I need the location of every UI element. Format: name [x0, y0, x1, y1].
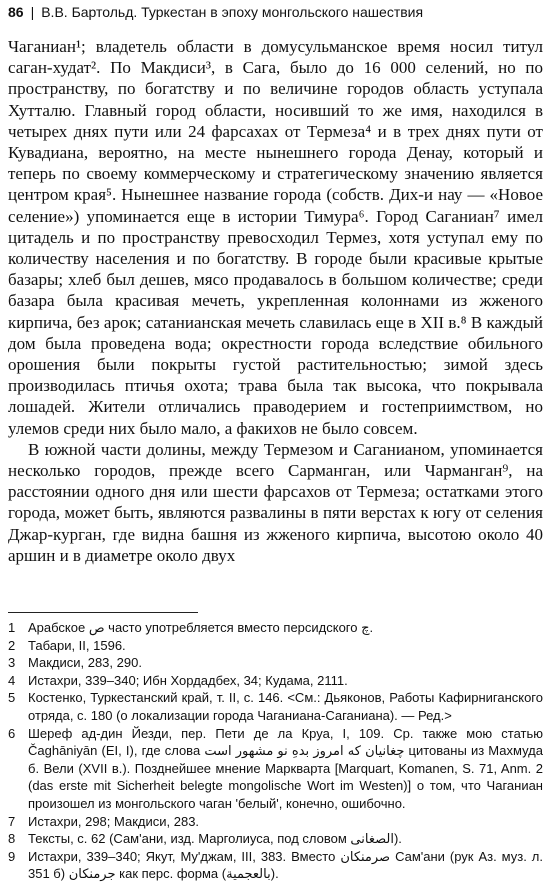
footnote-text: Шереф ад-дин Йезди, пер. Пети де ла Круа, I, 109. Ср. также мою статью Čaghāniyān (EI, I), где слова چغانیان که امروز بدهِ نو مشهور است цитованы из Махмуда б. Вели (XVII в.). Позднейшее мнение Маркварта [Marquart, Komanen, S. 71, Anm. 2 (das erste mit Sicherheit belegte mongolische Wort im Westen)] о том, что Чаганиан произошел из монгольского чаган 'белый', конечно, ошибочно. [28, 725, 543, 811]
footnote [8, 619, 543, 637]
footnote-number: 3 [8, 655, 16, 671]
paragraph-2: В южной части долины, между Термезом и Саганианом, упоминается несколько городов, прежде всего Сарманган, или Чарманган⁹, на расстоянии одного дня или шести фарсахов от Термеза; остатками этого города, может быть, являются развалины в пяти верстах к югу от селения Джар-курган, где видна башня из жженого кирпича, высотою около 40 аршин и в диаметре около двух [8, 439, 543, 565]
footnote-number: 4 [8, 672, 16, 688]
footnote-text: Истахри, 298; Макдиси, 283. [28, 813, 200, 829]
paragraph-1: Чаганиан¹; владетель области в домусульманское время носил титул саган-худат². По Макдиси³, в Сага, было до 16 000 селений, но по пространству, по богатству и по величине городов область уступала Хутталю. Главный город области, носивший то же имя, находился в четырех днях пути или 24 фарсахах от Термеза⁴ и в трех днях пути от Кувадиана, вероятно, на месте нынешнего города Денау, который и теперь по своему коммерческому и стратегическому значению является центром края⁵. Нынешнее название города (собств. Дих-и нау — «Новое селение») упоминается еще в истории Тимура⁶. Город Саганиан⁷ имел цитадель и по пространству превосходил Термез, хотя уступал ему по количеству населения и по богатству. В городе были красивые крытые базары; хлеб был дешев, мясо продавалось в большом количестве; среди базара была красивая мечеть, укрепленная колоннами из жженого кирпича, без арок; сатанианская мечеть славилась еще в XII в.⁸ В каждый дом была проведена вода; окрестности города вследствие обильного орошения были покрыты густой растительностью; зимой здесь производилась птичья охота; трава была так высока, что покрывала лошадей. Жители отличались праводерием и гостеприимством, но улемов среди них было мало, а факихов не было совсем. [8, 37, 543, 438]
footnote-number: 1 [8, 620, 16, 635]
footnote-number: 6 [8, 725, 16, 741]
footnote-text: Арабское ص часто употребляется вместо персидского چ. [28, 620, 374, 635]
running-header [8, 3, 543, 21]
footnote [8, 637, 543, 655]
footnote [8, 725, 543, 813]
running-title: В.В. Бартольд. Туркестан в эпоху монгольского нашествия [41, 4, 424, 20]
footnote-number: 8 [8, 831, 16, 847]
main-text [8, 36, 543, 566]
footnote-number: 2 [8, 637, 16, 653]
footnote-number: 5 [8, 690, 16, 706]
footnotes [8, 619, 543, 883]
footnote [8, 672, 543, 690]
footnote-number: 9 [8, 848, 16, 864]
footnote-text: Костенко, Туркестанский край, т. II, с. 146. <См.: Дьяконов, Работы Кафирниганского отряда, с. 180 (о локализации города Чаганиана-Саганиана). — Ред.> [28, 690, 543, 723]
footnote-text: Истахри, 339–340; Якут, Му'джам, III, 383. Вместо صرمنكان Сам'ани (рук Аз. муз. л. 351 б) جرمنكان как перс. форма (بالعجمية). [28, 848, 543, 882]
footnote [8, 654, 543, 672]
footnote [8, 848, 543, 883]
footnote-text: Макдиси, 283, 290. [28, 655, 142, 671]
footnote [8, 830, 543, 848]
footnote [8, 689, 543, 724]
footnote-text: Тексты, с. 62 (Сам'ани, изд. Марголиуса, под словом الصغانی). [28, 831, 402, 847]
footnote-divider [8, 612, 198, 613]
footnote-text: Табари, II, 1596. [28, 637, 126, 653]
footnote [8, 813, 543, 831]
header-separator: | [30, 4, 35, 20]
footnote-text: Истахри, 339–340; Ибн Хордадбех, 34; Кудама, 2111. [28, 672, 348, 688]
page-number: 86 [8, 4, 24, 20]
footnote-number: 7 [8, 813, 16, 829]
